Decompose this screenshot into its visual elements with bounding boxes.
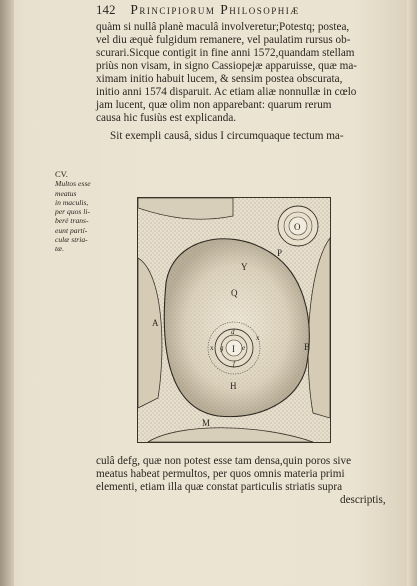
page-edge — [407, 0, 417, 586]
body-line: descriptis, — [340, 494, 386, 506]
label-y: Y — [241, 262, 248, 272]
margin-note — [55, 170, 95, 254]
body-line: meatus habeat permultos, per quos omnis materia primi — [96, 468, 345, 480]
body-line: ximam initio habuit lucem, & sensim postea obscurata, — [96, 73, 343, 85]
label-x-right: x — [256, 334, 260, 342]
margin-note-line: culæ stria- — [55, 235, 88, 245]
margin-note-line: eunt partí- — [55, 225, 88, 235]
body-line: quàm si nullâ planè maculâ involveretur;Potestq; postea, — [96, 21, 350, 33]
body-line: initio anni 1574 disparuit. Ac etiam aliæ nonnullæ in cœlo — [96, 86, 357, 98]
label-g: g — [220, 344, 224, 352]
label-o: O — [294, 222, 301, 232]
body-line: culâ defg, quæ non potest esse tam densa,quin poros sive — [96, 455, 352, 467]
margin-note-line: berè trans- — [55, 216, 89, 226]
label-m: M — [202, 418, 211, 428]
body-line: vel diu æquè fulgidum remanere, vel paulatim rursus ob- — [96, 34, 351, 46]
margin-note-line: meatus — [55, 188, 77, 198]
margin-note-line: tæ. — [55, 244, 65, 254]
running-title: Principiorum Philosophiæ — [130, 2, 300, 17]
label-i: I — [232, 344, 235, 354]
label-h: H — [230, 381, 237, 391]
page-number: 142 — [96, 2, 116, 17]
label-d: d — [231, 328, 235, 336]
label-e: e — [242, 344, 246, 352]
margin-note-line: per quos li- — [55, 207, 91, 217]
label-a: A — [152, 318, 159, 328]
label-x-left: x — [210, 344, 214, 352]
margin-note-line: in maculis, — [55, 197, 89, 207]
label-p: P — [277, 248, 283, 258]
margin-note-line: Multos esse — [55, 179, 91, 189]
body-line: scurari.Sicque contigit in fine anni 1572,quandam stellam — [96, 47, 355, 59]
book-gutter — [0, 0, 14, 586]
vortex-diagram — [138, 198, 330, 442]
body-line: Sit exempli causâ, sidus I circumquaque tectum ma- — [110, 130, 344, 142]
label-f: f — [233, 360, 235, 368]
label-b: B — [304, 342, 311, 352]
body-line: jam lucent, quæ olim non apparebant: quarum rerum — [96, 99, 332, 111]
running-header — [96, 2, 396, 22]
margin-note-number: CV. — [55, 169, 68, 179]
body-line: elementi, etiam illa quæ constat particulis striatis supra — [96, 481, 343, 493]
label-q: Q — [231, 288, 238, 298]
body-line: causa hic fusiùs est explicanda. — [96, 112, 237, 124]
body-line: priùs non visam, in signo Cassiopejæ apparuisse, quæ ma- — [96, 60, 358, 72]
vortex-engraving — [137, 197, 331, 443]
